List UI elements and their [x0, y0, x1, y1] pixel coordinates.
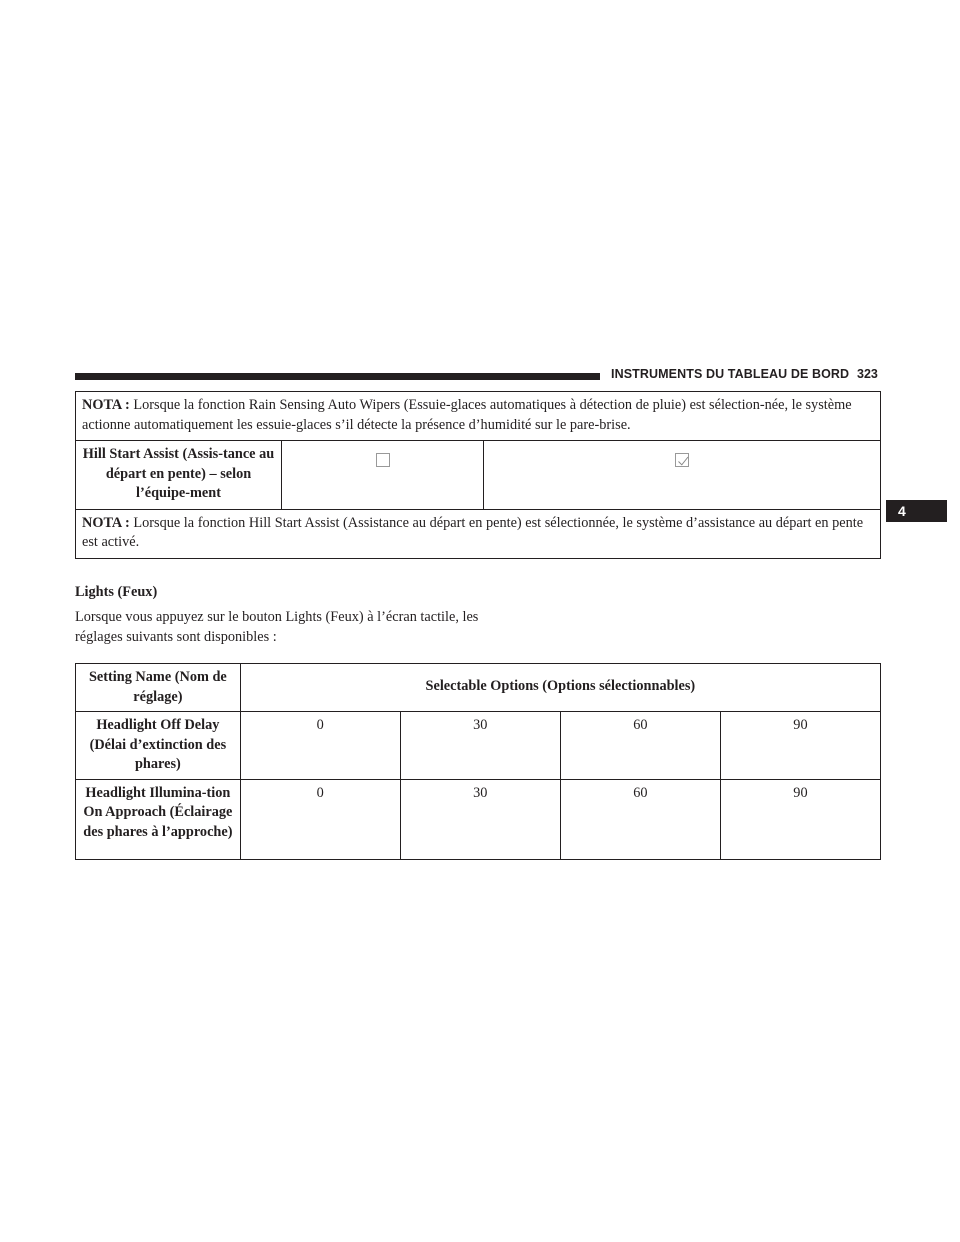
table-row	[76, 392, 881, 441]
table-row	[76, 509, 881, 558]
running-header-title: INSTRUMENTS DU TABLEAU DE BORD	[611, 367, 850, 381]
settings-table-continued	[75, 391, 881, 559]
column-header-options: Selectable Options (Options sélectionnables)	[240, 664, 880, 712]
option-cell	[484, 441, 881, 510]
option-value: 90	[720, 779, 880, 859]
setting-name-hill-start-assist: Hill Start Assist (Assis-tance au départ en pente) – selon l’équipe-ment	[76, 441, 282, 510]
checkbox-checked-icon	[675, 453, 689, 467]
option-value: 0	[240, 779, 400, 859]
section-heading: Lights (Feux)	[75, 584, 158, 600]
option-value: 30	[400, 779, 560, 859]
note-text: Lorsque la fonction Hill Start Assist (Assistance au départ en pente) est sélectionnée, le système d’assistance au départ en pente est activé.	[82, 514, 864, 550]
option-value: 30	[400, 712, 560, 780]
option-cell	[282, 441, 484, 510]
option-value: 90	[720, 712, 880, 780]
note-label: NOTA :	[82, 397, 130, 413]
column-header-setting-name: Setting Name (Nom de réglage)	[76, 664, 241, 712]
table-row	[76, 779, 881, 859]
checkbox-empty-icon	[376, 453, 390, 467]
table-row	[76, 712, 881, 780]
header-rule	[75, 373, 600, 380]
note-text: Lorsque la fonction Rain Sensing Auto Wipers (Essuie-glaces automatiques à détection de pluie) est sélection-née, le système actionne automatiquement les essuie-glaces s’il détecte la présence d’humidité sur le pare-brise.	[82, 397, 852, 433]
option-value: 60	[560, 779, 720, 859]
setting-name: Headlight Illumina-tion On Approach (Éclairage des phares à l’approche)	[76, 779, 241, 859]
note-cell	[76, 392, 881, 441]
note-label: NOTA :	[82, 514, 130, 531]
option-value: 60	[560, 712, 720, 780]
chapter-tab: 4	[886, 500, 947, 522]
table-header-row	[76, 664, 881, 712]
option-value: 0	[240, 712, 400, 780]
intro-paragraph: Lorsque vous appuyez sur le bouton Lights (Feux) à l’écran tactile, les réglages suivants sont disponibles :	[75, 609, 479, 645]
table-row	[76, 441, 881, 510]
note-cell	[76, 509, 881, 558]
setting-name: Headlight Off Delay (Délai d’extinction des phares)	[76, 712, 241, 780]
page-number: 323	[857, 367, 878, 381]
lights-settings-table	[75, 663, 881, 860]
